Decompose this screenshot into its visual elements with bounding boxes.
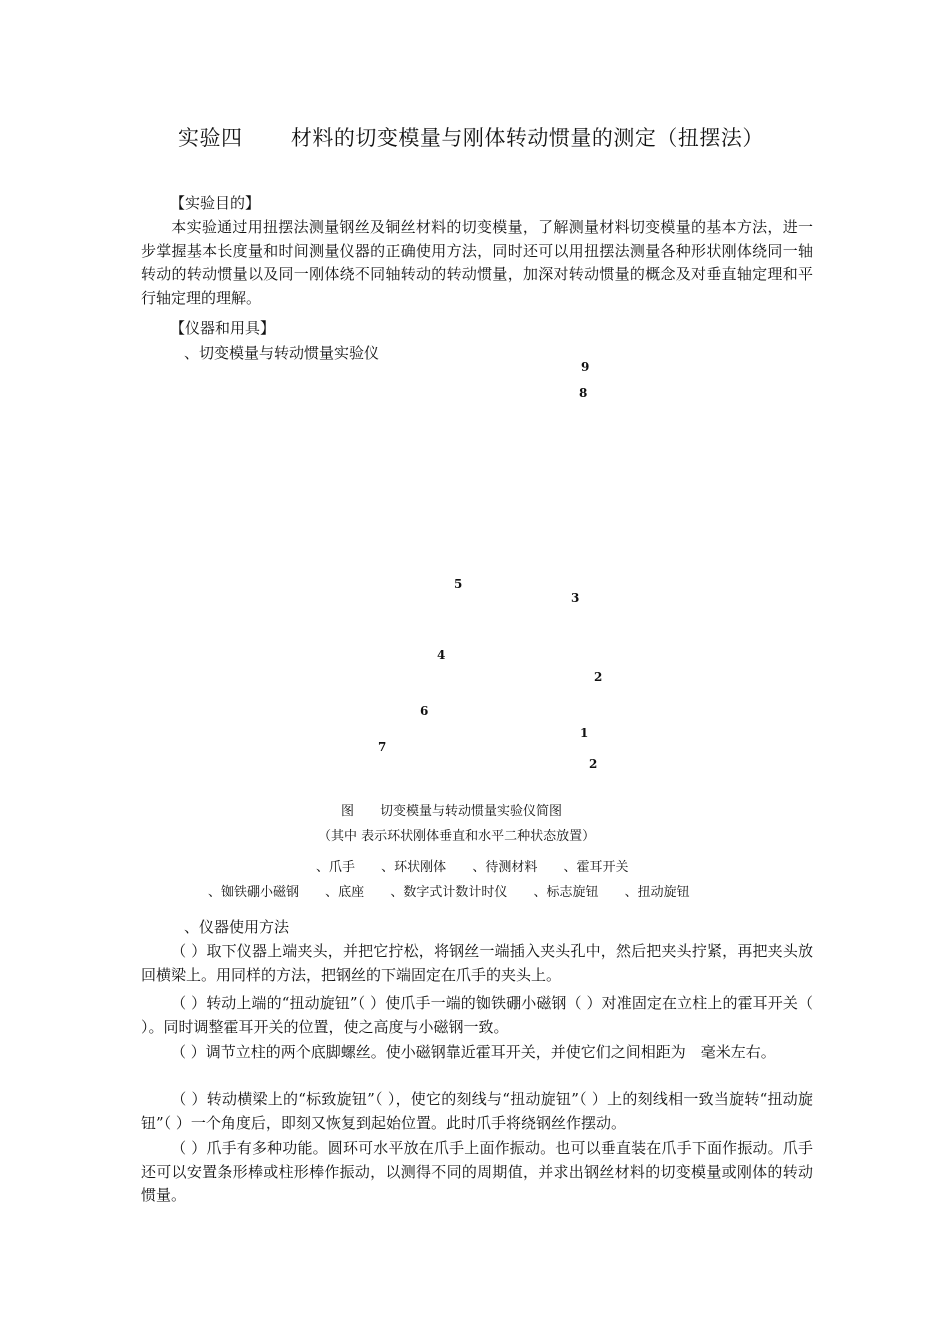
- instrument-item-1: 、切变模量与转动惯量实验仪: [184, 344, 380, 362]
- purpose-text: 本实验通过用扭摆法测量钢丝及铜丝材料的切变模量，了解测量材料切变模量的基本方法，进一步掌握基本长度量和时间测量仪器的正确使用方法，同时还可以用扭摆法测量各种形状刚体绕同一轴转动的转动惯量以及同一刚体绕不同轴转动的转动惯量，加深对转动惯量的概念及对垂直轴定理和平行轴定理的理解。: [141, 218, 813, 307]
- figure-caption: 图 切变模量与转动惯量实验仪简图: [341, 804, 563, 819]
- usage-paragraph-5: [141, 1137, 813, 1208]
- figure-label-9: 9: [581, 360, 590, 374]
- usage-heading: 、仪器使用方法: [184, 918, 290, 936]
- figure-label-8: 8: [579, 386, 588, 400]
- figure-label-3: 3: [571, 591, 580, 605]
- legend-item: 、底座: [325, 885, 365, 900]
- title-main: 材料的切变模量与刚体转动惯量的测定（扭摆法）: [290, 126, 764, 150]
- usage-text-4: （ ）转动横梁上的“标致旋钮”（ ），使它的刻线与“扭动旋钮”（ ）上的刻线相一致当旋转“扭动旋钮”（ ）一个角度后，即刻又恢复到起始位置。此时爪手将绕钢丝作摆动。: [141, 1090, 813, 1132]
- legend-item: 、环状刚体: [381, 860, 447, 875]
- section-heading-purpose: 【实验目的】: [170, 194, 261, 212]
- usage-paragraph-4: [141, 1088, 813, 1135]
- figure-label-4: 4: [437, 648, 446, 662]
- usage-text-5: （ ）爪手有多种功能。圆环可水平放在爪手上面作振动。也可以垂直装在爪手下面作振动。爪手还可以安置条形棒或柱形棒作振动，以测得不同的周期值，并求出钢丝材料的切变模量或刚体的转动惯量。: [141, 1139, 813, 1204]
- legend-item: 、待测材料: [472, 860, 538, 875]
- usage-text-2: （ ）转动上端的“扭动旋钮”（ ）使爪手一端的铷铁硼小磁钢（ ）对准固定在立柱上的霍耳开关（ ）。同时调整霍耳开关的位置，使之高度与小磁钢一致。: [141, 994, 813, 1036]
- legend-item: 、数字式计数计时仪: [390, 885, 508, 900]
- figure-label-6: 6: [420, 704, 429, 718]
- legend-item: 、霍耳开关: [563, 860, 629, 875]
- figure-legend-row-2: [208, 881, 712, 900]
- figure-label-7: 7: [378, 740, 387, 754]
- purpose-paragraph: [141, 216, 813, 310]
- legend-item: 、扭动旋钮: [624, 885, 690, 900]
- figure-label-1: 1: [580, 726, 589, 740]
- figure-label-2b: 2: [589, 757, 598, 771]
- section-heading-instruments: 【仪器和用具】: [170, 319, 276, 337]
- usage-text-1: （ ）取下仪器上端夹头，并把它拧松，将钢丝一端插入夹头孔中，然后把夹头拧紧，再把夹头放回横梁上。用同样的方法，把钢丝的下端固定在爪手的夹头上。: [141, 942, 813, 984]
- legend-item: 、标志旋钮: [533, 885, 599, 900]
- page-title: [178, 122, 764, 152]
- usage-paragraph-1: [141, 940, 813, 987]
- usage-paragraph-2: [141, 992, 813, 1039]
- usage-text-3: （ ）调节立柱的两个底脚螺丝。使小磁钢靠近霍耳开关，并使它们之间相距为 毫米左右。: [171, 1043, 776, 1061]
- title-prefix: 实验四: [178, 126, 243, 150]
- figure-note: （其中 表示环状刚体垂直和水平二种状态放置）: [318, 829, 596, 844]
- usage-paragraph-3: [141, 1041, 813, 1065]
- legend-item: 、铷铁硼小磁钢: [208, 885, 300, 900]
- figure-legend-row-1: [316, 856, 650, 875]
- legend-item: 、爪手: [316, 860, 356, 875]
- figure-label-5: 5: [454, 577, 463, 591]
- figure-label-2a: 2: [594, 670, 603, 684]
